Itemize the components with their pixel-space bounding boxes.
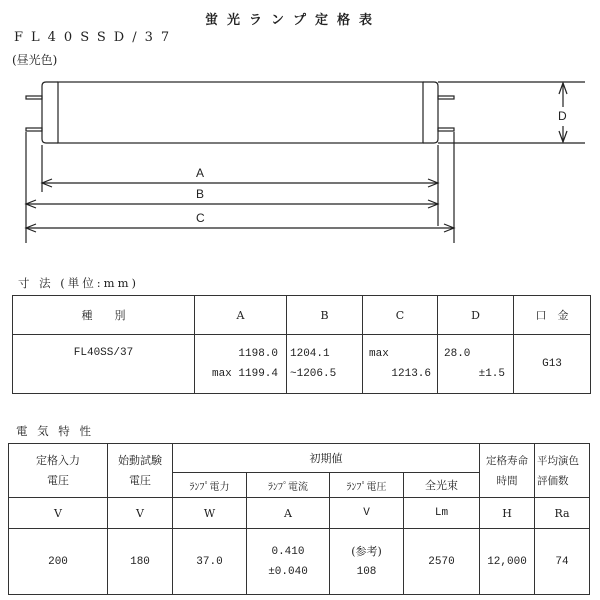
d-tolerance: ±1.5 <box>478 368 505 380</box>
header-lamp-voltage: ﾗﾝﾌﾟ電圧 <box>330 473 404 498</box>
b-max: ~1206.5 <box>290 368 337 380</box>
dimensions-data-row <box>13 335 591 394</box>
unit-rated-voltage: V <box>9 498 108 529</box>
header-lamp-current: ﾗﾝﾌﾟ電流 <box>247 473 330 498</box>
cell-c <box>363 335 438 394</box>
cell-type <box>13 335 195 394</box>
value-cri: 74 <box>535 529 590 595</box>
electrical-units-row <box>9 498 590 529</box>
right-cap <box>423 82 438 143</box>
unit-luminous-flux: Lm <box>404 498 480 529</box>
cell-b <box>287 335 363 394</box>
left-pin-top <box>26 96 42 99</box>
header-rated-voltage: 定格入力 電圧 <box>9 444 108 498</box>
header-b: B <box>287 296 363 335</box>
header-c: C <box>363 296 438 335</box>
c-max-label: max <box>369 348 389 360</box>
dim-label-b: B <box>196 187 205 201</box>
type-value: FL40SS/37 <box>73 347 134 359</box>
unit-lamp-power: W <box>173 498 247 529</box>
header-start-voltage: 始動試験 電圧 <box>108 444 173 498</box>
dimensions-section-title: 寸 法 (単位:mm) <box>18 276 139 290</box>
cell-base <box>514 335 591 394</box>
header-lamp-power: ﾗﾝﾌﾟ電力 <box>173 473 247 498</box>
unit-lamp-current: A <box>247 498 330 529</box>
header-luminous-flux: 全光束 <box>404 473 480 498</box>
value-lamp-current: 0.410 ±0.040 <box>247 529 330 595</box>
base-value: G13 <box>542 358 562 370</box>
electrical-section-title: 電 気 特 性 <box>16 424 94 438</box>
header-cri: 平均演色 評価数 <box>535 444 590 498</box>
value-lamp-voltage: (参考) 108 <box>330 529 404 595</box>
b-min: 1204.1 <box>290 348 330 360</box>
c-value: 1213.6 <box>391 368 431 380</box>
value-rated-life: 12,000 <box>480 529 535 595</box>
value-luminous-flux: 2570 <box>404 529 480 595</box>
header-initial-values: 初期値 <box>173 444 480 473</box>
cell-a <box>195 335 287 394</box>
header-d: D <box>438 296 514 335</box>
electrical-header-row-1 <box>9 444 590 473</box>
header-type: 種 別 <box>13 296 195 335</box>
header-a: A <box>195 296 287 335</box>
dim-label-a: A <box>196 166 205 180</box>
a-max: max 1199.4 <box>211 368 278 380</box>
unit-rated-life: H <box>480 498 535 529</box>
dimensions-header-row <box>13 296 591 335</box>
header-rated-life: 定格寿命 時間 <box>480 444 535 498</box>
unit-lamp-voltage: V <box>330 498 404 529</box>
tube-body <box>58 82 423 143</box>
page-title: 蛍光ランプ定格表 <box>205 13 382 28</box>
electrical-table <box>8 443 590 595</box>
value-lamp-power: 37.0 <box>173 529 247 595</box>
dim-label-c: C <box>196 211 205 225</box>
right-pin-bottom <box>438 128 454 131</box>
d-nominal: 28.0 <box>444 348 471 360</box>
a-nominal: 1198.0 <box>238 348 278 360</box>
left-pin-bottom <box>26 128 42 131</box>
value-rated-voltage: 200 <box>9 529 108 595</box>
lamp-dimension-drawing <box>0 0 600 260</box>
model-name: FL40SSD/37 <box>14 30 178 45</box>
dimensions-table <box>12 295 591 394</box>
unit-cri: Ra <box>535 498 590 529</box>
unit-start-voltage: V <box>108 498 173 529</box>
color-type: (昼光色) <box>12 53 58 67</box>
header-base: 口 金 <box>514 296 591 335</box>
value-start-voltage: 180 <box>108 529 173 595</box>
left-cap <box>42 82 58 143</box>
cell-d <box>438 335 514 394</box>
electrical-values-row <box>9 529 590 595</box>
dim-label-d: D <box>558 109 567 123</box>
right-pin-top <box>438 96 454 99</box>
